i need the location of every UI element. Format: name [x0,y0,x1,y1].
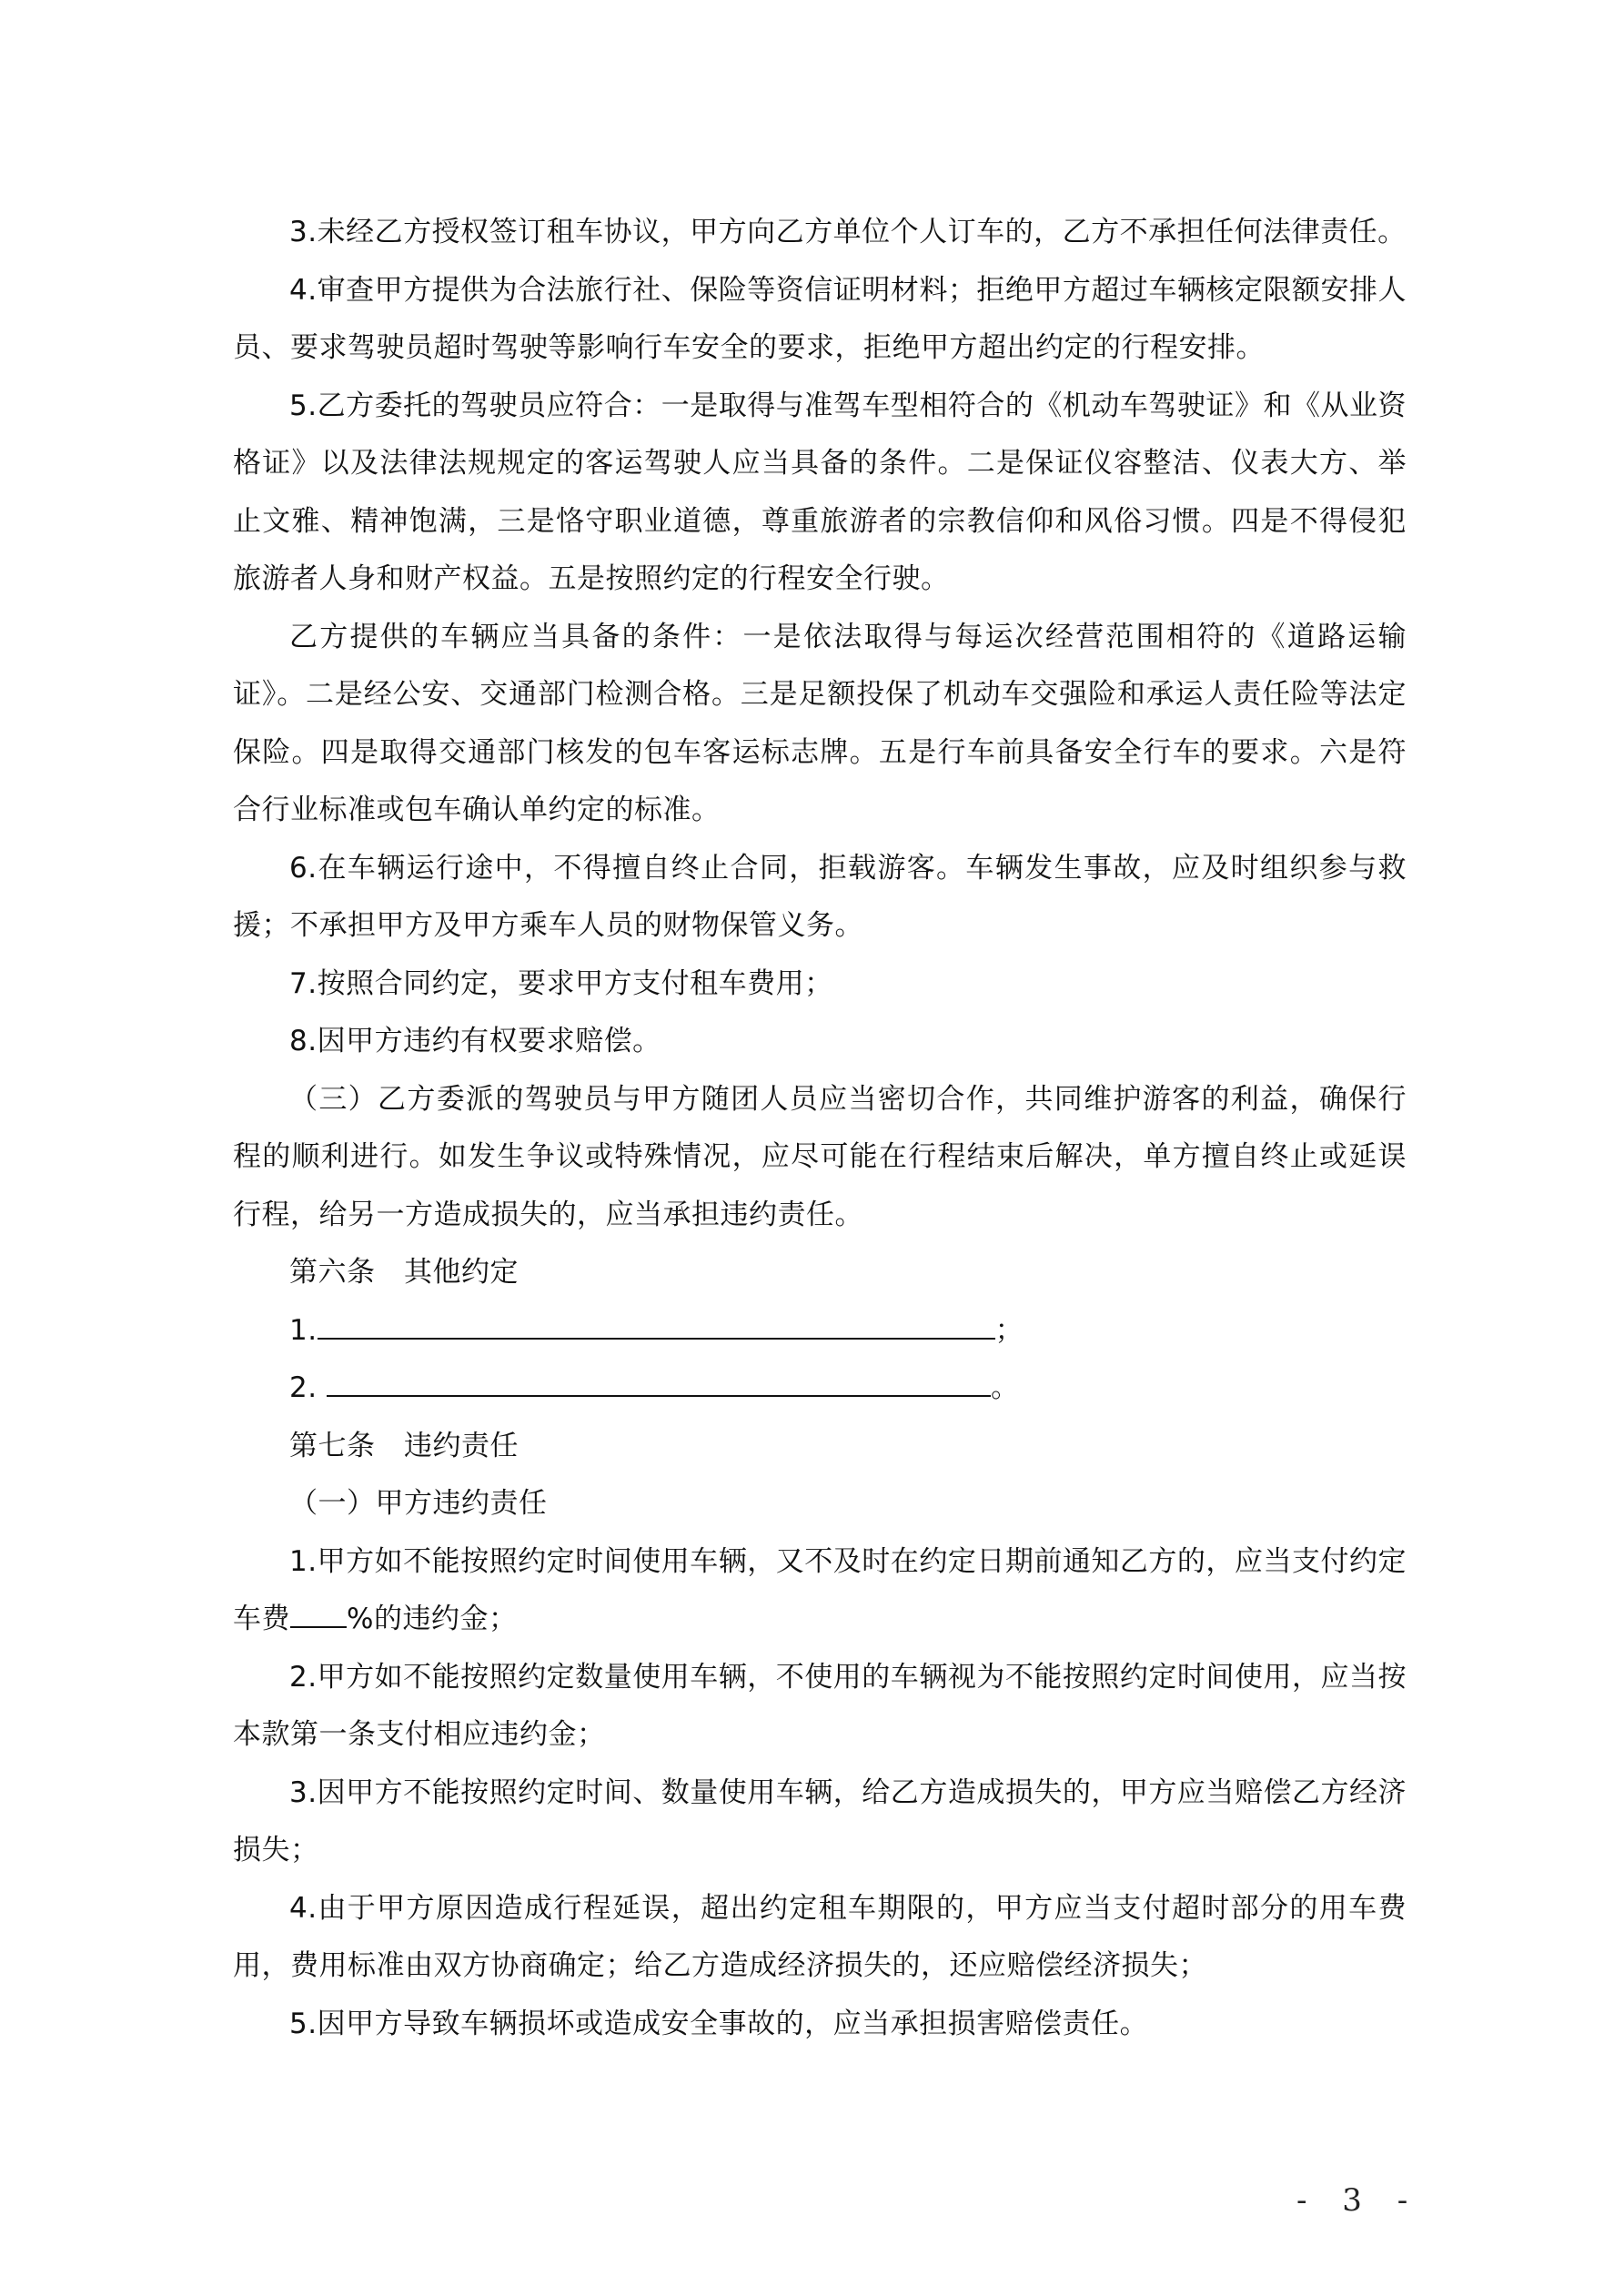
article-7-title: 第七条 违约责任 [289,1429,519,1462]
item-2-prefix: 2. [289,1371,327,1404]
item-1-text: 1.甲方如不能按照约定时间使用车辆，又不及时在约定日期前通知乙方的，应当支付约定车费 [233,1544,1407,1635]
item-2-suffix: 。 [990,1371,1020,1404]
paragraph-7: 7.按照合同约定，要求甲方支付租车费用； [289,966,833,1000]
page-number: - 3 - [1296,2182,1421,2219]
article-6-item-2 [233,1360,1407,1418]
page-content [233,204,1407,2053]
paragraph-5: 5.乙方委托的驾驶员应符合：一是取得与准驾车型相符合的《机动车驾驶证》和《从业资格证》以及法律法规规定的客运驾驶人应当具备的条件。二是保证仪容整洁、仪表大方、举止文雅、精神饱满，三是恪守职业道德，尊重旅游者的宗教信仰和风俗习惯。四是不得侵犯旅游者人身和财产权益。五是按照约定的行程安全行驶。 [233,389,1407,595]
paragraph-vehicle-conditions: 乙方提供的车辆应当具备的条件：一是依法取得与每运次经营范围相符的《道路运输证》。二是经公安、交通部门检测合格。三是足额投保了机动车交强险和承运人责任险等法定保险。四是取得交通部门核发的包车客运标志牌。五是行车前具备安全行车的要求。六是符合行业标准或包车确认单约定的标准。 [233,620,1407,826]
paragraph-4: 4.审查甲方提供为合法旅行社、保险等资信证明材料；拒绝甲方超过车辆核定限额安排人员、要求驾驶员超时驾驶等影响行车安全的要求，拒绝甲方超出约定的行程安排。 [233,273,1407,364]
article-6-title: 第六条 其他约定 [289,1256,519,1289]
paragraph-section-three: （三）乙方委派的驾驶员与甲方随团人员应当密切合作，共同维护游客的利益，确保行程的顺利进行。如发生争议或特殊情况，应尽可能在行程结束后解决，单方擅自终止或延误行程，给另一方造成损失的，应当承担违约责任。 [233,1082,1407,1231]
blank-fill-line [327,1362,991,1397]
item-1-text-end: %的违约金； [347,1603,518,1635]
article-7-item-5: 5.因甲方导致车辆损坏或造成安全事故的，应当承担损害赔偿责任。 [289,2007,1149,2040]
blank-percent-line [290,1593,347,1628]
blank-fill-line [318,1305,995,1340]
paragraph-6: 6.在车辆运行途中，不得擅自终止合同，拒载游客。车辆发生事故，应及时组织参与救援；不承担甲方及甲方乘车人员的财物保管义务。 [233,851,1407,942]
item-1-suffix: ； [994,1313,1024,1347]
article-7-section-1-title: （一）甲方违约责任 [289,1487,548,1520]
article-7-item-1 [233,1533,1407,1649]
paragraph-3: 3.未经乙方授权签订租车协议，甲方向乙方单位个人订车的，乙方不承担任何法律责任。 [289,216,1407,248]
article-7-item-2: 2.甲方如不能按照约定数量使用车辆，不使用的车辆视为不能按照约定时间使用，应当按本款第一条支付相应违约金； [233,1660,1407,1751]
article-6-item-1 [233,1302,1407,1360]
article-7-item-3: 3.因甲方不能按照约定时间、数量使用车辆，给乙方造成损失的，甲方应当赔偿乙方经济损失； [233,1775,1407,1866]
paragraph-8: 8.因甲方违约有权要求赔偿。 [289,1025,661,1057]
item-1-prefix: 1. [289,1313,318,1347]
article-7-item-4: 4.由于甲方原因造成行程延误，超出约定租车期限的，甲方应当支付超时部分的用车费用，费用标准由双方协商确定；给乙方造成经济损失的，还应赔偿经济损失； [233,1891,1407,1982]
